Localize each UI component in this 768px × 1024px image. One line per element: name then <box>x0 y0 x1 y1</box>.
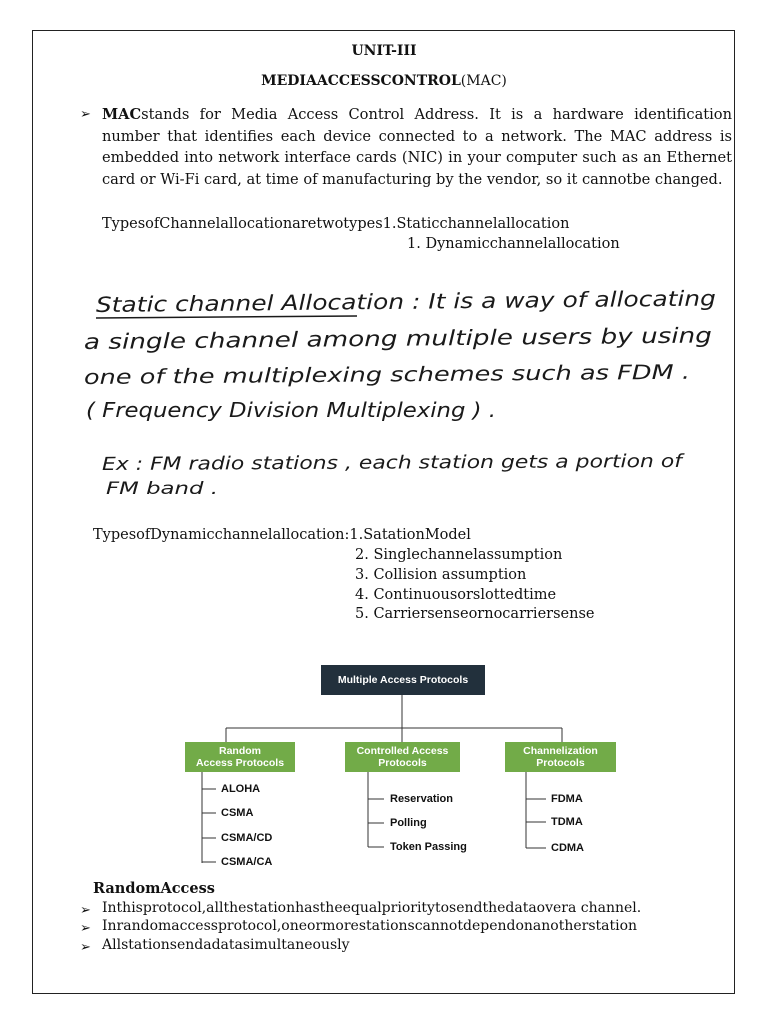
mac-text: stands for Media Access Control Address. It is a hardware identification number that identifies each device connected to a network. The MAC address is embedded into network interface cards (NIC) in your computer such as an Ethernet card or Wi-Fi card, at time of manufacturing by the vendor, so it cannotbe changed. <box>102 106 732 188</box>
branch-controlled-access <box>345 742 460 772</box>
leaf-csma-cd: CSMA/CD <box>221 832 273 844</box>
hand-line-3: one of the multiplexing schemes such as FDM . <box>83 360 558 389</box>
dynamic-item: 2. Singlechannelassumption <box>355 547 563 563</box>
mac-paragraph <box>102 104 732 190</box>
page-title <box>0 73 768 89</box>
hand-line-6: FM band . <box>106 479 218 499</box>
branch-label: Controlled Access <box>356 745 449 757</box>
leaf-tdma: TDMA <box>551 816 583 828</box>
handwritten-notes <box>0 280 768 500</box>
branch-label: Random <box>219 745 261 757</box>
random-access-bullet: Inrandomaccessprotocol,oneormorestationscannotdependonanotherstation <box>102 918 638 934</box>
unit-heading: UNIT-III <box>351 43 417 59</box>
title-bold: MEDIAACCESSCONTROL <box>261 73 461 89</box>
bullet-arrow-icon: ➢ <box>80 107 91 122</box>
dynamic-item: 3. Collision assumption <box>355 567 527 583</box>
branch-random-access <box>185 742 295 772</box>
dynamic-heading: TypesofDynamicchannelallocation:1.SatationModel <box>93 527 471 543</box>
bullet-arrow-icon: ➢ <box>80 903 91 918</box>
types-line-1: TypesofChannelallocationaretwotypes1.Staticchannelallocation <box>102 216 570 232</box>
bullet-arrow-icon: ➢ <box>80 940 91 955</box>
leaf-polling: Polling <box>390 817 427 829</box>
leaf-csma: CSMA <box>221 807 254 819</box>
branch-label: Access Protocols <box>195 757 285 769</box>
leaf-cdma: CDMA <box>551 842 584 854</box>
protocol-diagram <box>180 650 630 870</box>
mac-lead: MAC <box>102 106 142 123</box>
dynamic-item: 5. Carriersenseornocarriersense <box>355 606 595 622</box>
title-rest: (MAC) <box>460 73 507 89</box>
leaf-csma-ca: CSMA/CA <box>221 856 273 868</box>
branch-channelization <box>505 742 616 772</box>
branch-label: Protocols <box>378 757 427 769</box>
hand-line-2: a single channel among multiple users by using <box>83 324 587 354</box>
leaf-reservation: Reservation <box>390 793 453 805</box>
diagram-root: Multiple Access Protocols <box>321 665 485 695</box>
hand-line-1: Static channel Allocation : It is a way of allocating <box>95 287 620 317</box>
random-access-heading: RandomAccess <box>93 880 215 897</box>
hand-line-4: ( Frequency Division Multiplexing ) . <box>86 398 496 422</box>
leaf-token-passing: Token Passing <box>390 841 467 853</box>
types-line-2: 1. Dynamicchannelallocation <box>407 236 620 252</box>
bullet-arrow-icon: ➢ <box>80 921 91 936</box>
dynamic-item: 4. Continuousorslottedtime <box>355 587 557 603</box>
branch-label: Protocols <box>536 757 585 769</box>
random-access-bullet: Inthisprotocol,allthestationhastheequalprioritytosendthedataovera channel. <box>102 900 642 916</box>
hand-line-5: Ex : FM radio stations , each station gets a portion of <box>101 451 579 475</box>
branch-label: Channelization <box>523 745 598 757</box>
random-access-bullet: Allstationsendadatasimultaneously <box>102 937 350 953</box>
leaf-aloha: ALOHA <box>221 783 261 795</box>
leaf-fdma: FDMA <box>551 793 583 805</box>
